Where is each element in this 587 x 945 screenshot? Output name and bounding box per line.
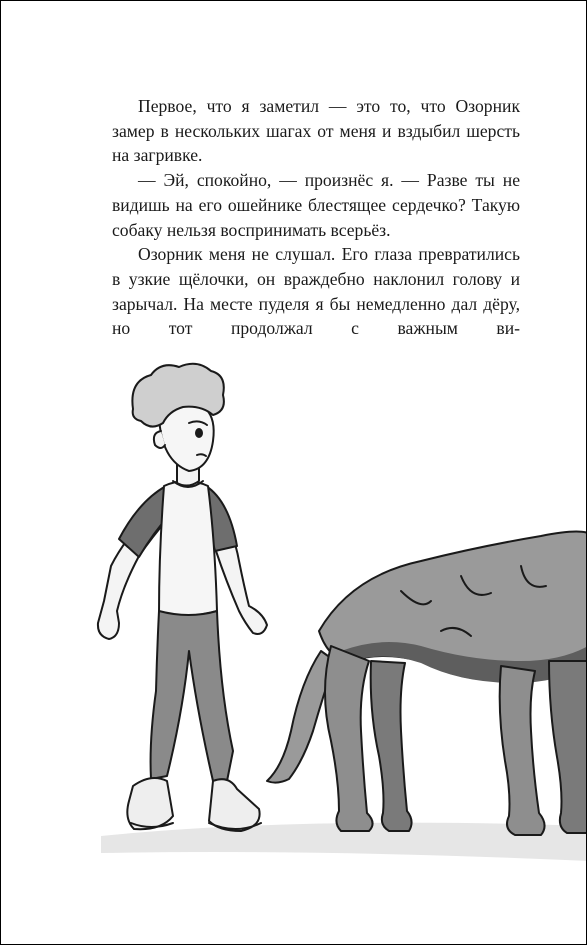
dog-rear-leg-right [371, 661, 412, 831]
paragraph-3: Озорник меня не слушал. Его глаза превратились в узкие щёлочки, он враждебно наклонил голову и зарычал. На месте пуделя я бы немедленно дал дёру, но тот продолжал с важным ви- [112, 244, 520, 339]
boy-left-shoe [127, 778, 173, 829]
dog-rear-leg-left [325, 646, 373, 831]
dog-figure [267, 532, 587, 835]
boy-right-shoe [209, 779, 260, 831]
dog-front-leg-right [549, 661, 587, 833]
paragraph-1: Первое, что я заметил — это то, что Озорник замер в нескольких шагах от меня и вздыбил шерсть на загривке. [112, 96, 520, 166]
illustration-boy-and-dog [1, 361, 587, 945]
body-text [112, 94, 520, 341]
boy-shirt [159, 481, 217, 616]
boy-figure [98, 364, 267, 831]
dog-tail [267, 651, 335, 783]
dog-front-leg-left [500, 666, 545, 835]
paragraph-2: — Эй, спокойно, — произнёс я. — Разве ты не видишь на его ошейнике блестящее сердечко? Такую собаку нельзя воспринимать всерьёз. [112, 170, 520, 240]
boy-jeans [151, 611, 233, 781]
boy-eye [195, 428, 203, 438]
